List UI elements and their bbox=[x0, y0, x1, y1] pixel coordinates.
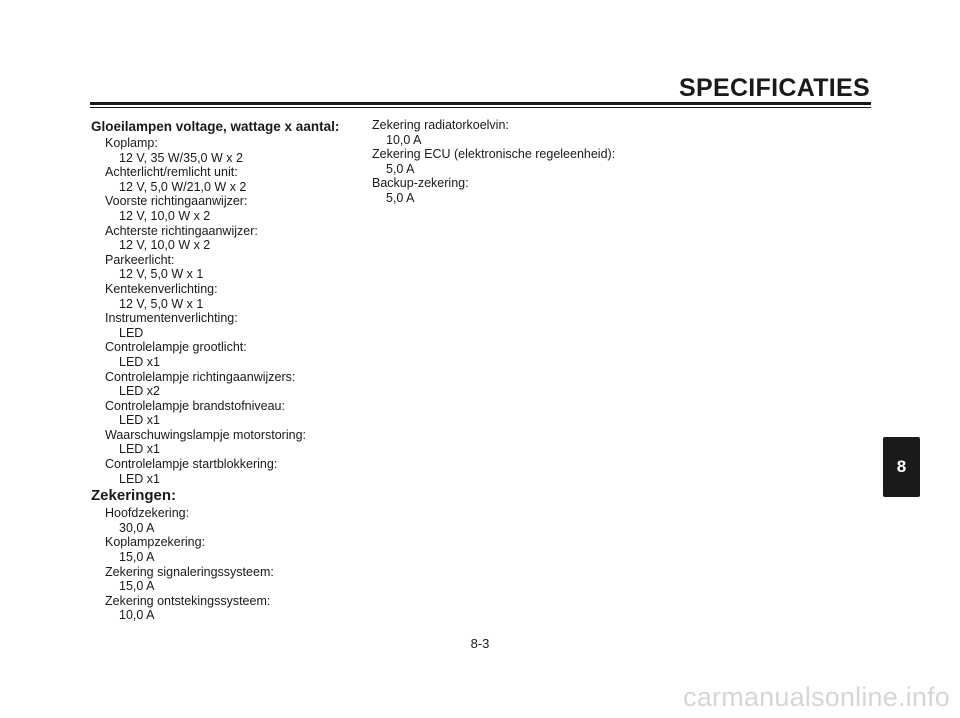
spec-label: Controlelampje brandstofniveau: bbox=[105, 398, 285, 413]
spec-label: Controlelampje grootlicht: bbox=[105, 340, 247, 355]
spec-value: 12 V, 5,0 W x 1 bbox=[119, 267, 204, 282]
page-title: SPECIFICATIES bbox=[679, 74, 870, 102]
spec-value: 10,0 A bbox=[119, 608, 155, 623]
spec-label: Hoofdzekering: bbox=[105, 506, 190, 521]
spec-label: Controlelampje startblokkering: bbox=[105, 457, 278, 472]
spec-value: LED x1 bbox=[119, 413, 160, 428]
spec-label: Backup-zekering: bbox=[372, 176, 469, 191]
left-column bbox=[91, 118, 361, 623]
spec-label: Zekering radiatorkoelvin: bbox=[372, 118, 509, 132]
spec-label: Zekering ontstekingssysteem: bbox=[105, 593, 271, 608]
page-number: 8-3 bbox=[470, 636, 490, 651]
spec-label: Controlelampje richtingaanwijzers: bbox=[105, 369, 296, 384]
spec-value: LED bbox=[119, 325, 144, 340]
spec-value: 12 V, 35 W/35,0 W x 2 bbox=[119, 150, 243, 165]
spec-value: 30,0 A bbox=[119, 520, 155, 535]
spec-value: 10,0 A bbox=[386, 132, 422, 147]
right-column bbox=[372, 118, 672, 206]
spec-value: LED x1 bbox=[119, 354, 160, 369]
spec-label: Instrumentenverlichting: bbox=[105, 311, 238, 326]
spec-value: 12 V, 10,0 W x 2 bbox=[119, 238, 211, 253]
fuses-heading: Zekeringen: bbox=[91, 487, 177, 505]
spec-label: Achterlicht/remlicht unit: bbox=[105, 165, 238, 180]
spec-label: Zekering signaleringssysteem: bbox=[105, 564, 274, 579]
spec-label: Koplamp: bbox=[105, 136, 158, 150]
spec-value: LED x1 bbox=[119, 442, 160, 457]
spec-value: 12 V, 10,0 W x 2 bbox=[119, 208, 211, 223]
chapter-tab: 8 bbox=[883, 437, 920, 497]
spec-label: Zekering ECU (elektronische regeleenheid): bbox=[372, 147, 616, 162]
watermark: carmanualsonline.info bbox=[683, 682, 950, 712]
spec-value: 5,0 A bbox=[386, 190, 415, 205]
spec-value: 15,0 A bbox=[119, 550, 155, 565]
spec-value: 12 V, 5,0 W/21,0 W x 2 bbox=[119, 179, 247, 194]
bulbs-heading: Gloeilampen voltage, wattage x aantal: bbox=[91, 119, 340, 134]
spec-label: Kentekenverlichting: bbox=[105, 281, 218, 296]
title-rule-thick bbox=[90, 102, 871, 105]
spec-label: Voorste richtingaanwijzer: bbox=[105, 194, 248, 209]
spec-value: 15,0 A bbox=[119, 579, 155, 594]
spec-label: Parkeerlicht: bbox=[105, 252, 175, 267]
spec-value: LED x1 bbox=[119, 471, 160, 486]
spec-label: Waarschuwingslampje motorstoring: bbox=[105, 427, 307, 442]
spec-value: LED x2 bbox=[119, 384, 160, 399]
spec-label: Koplampzekering: bbox=[105, 535, 206, 550]
spec-label: Achterste richtingaanwijzer: bbox=[105, 223, 258, 238]
spec-value: 12 V, 5,0 W x 1 bbox=[119, 296, 204, 311]
spec-value: 5,0 A bbox=[386, 161, 415, 176]
title-rule-thin bbox=[90, 107, 871, 108]
